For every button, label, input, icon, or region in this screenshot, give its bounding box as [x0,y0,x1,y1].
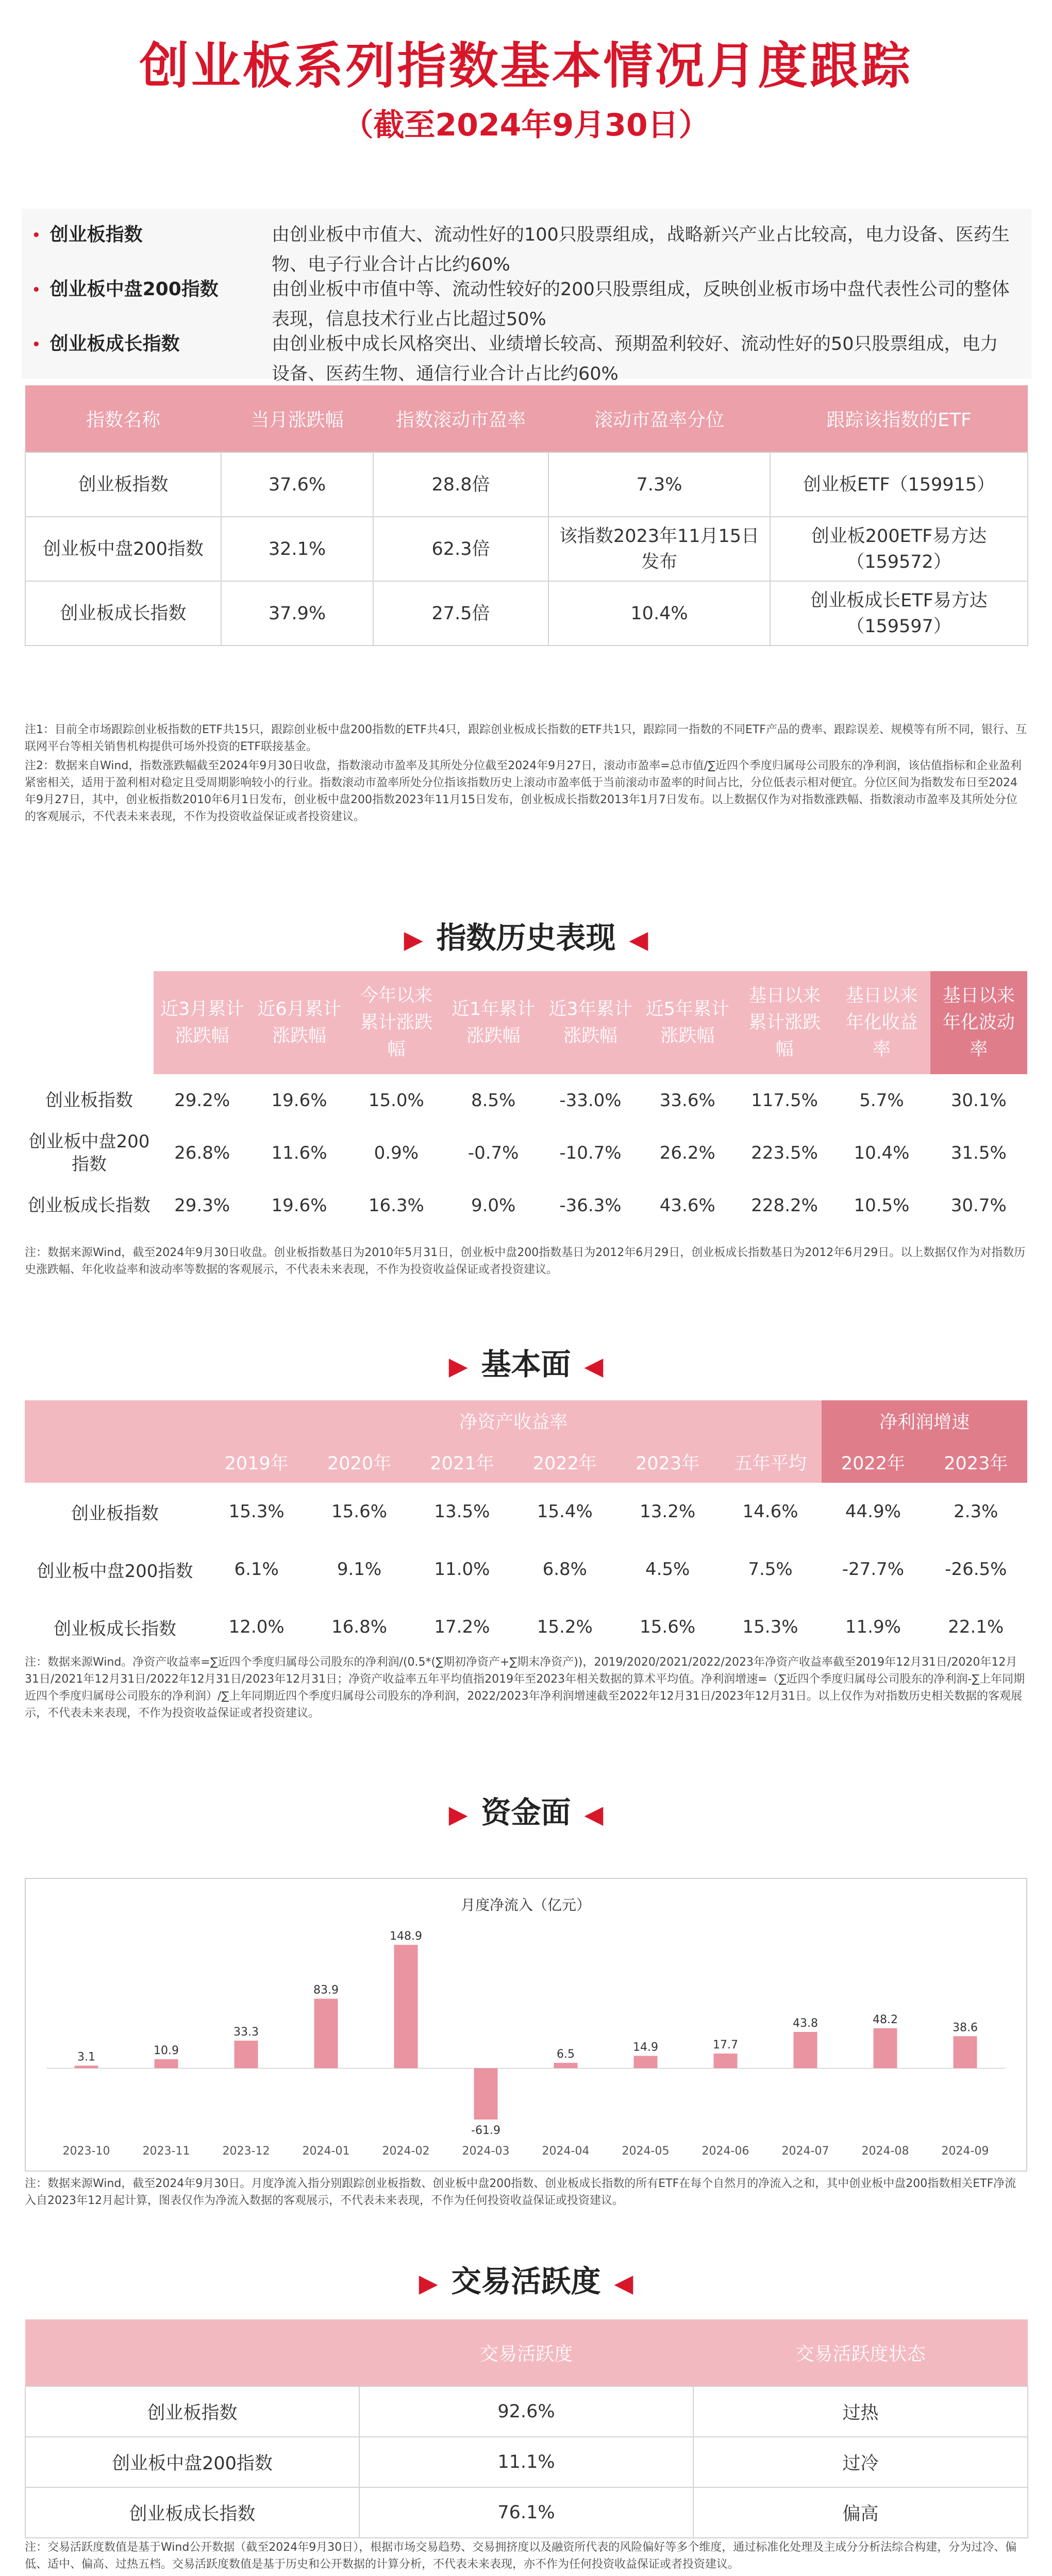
column-header: 2020年 [308,1442,410,1483]
group-header-profit-growth: 净利润增速 [822,1400,1027,1442]
column-header-blank [25,971,154,1074]
data-label: 10.9 [154,2044,179,2057]
index-name-cell: 创业板成长指数 [54,1618,176,1639]
activity-value-cell: 76.1% [359,2487,693,2538]
value-cell: 11.6% [271,1143,327,1163]
bar-2024-08 [874,2028,897,2069]
footnote: 注：数据来源Wind。净资产收益率=∑近四个季度归属母公司股东的净利润/(0.5*(∑期初净资产+∑期末净资产))，2019/2020/2021/2022/2023年净资产收益率截至2019年12月31日/2020年12月31日/2021年12月31日/2022年12月31日/2023年12月31日；净资产收益率五年平均值指2019年至2023年相关数据的算术平均值。净利润增速=（∑近四个季度归属母公司股东的净利润-∑上年同期近四个季度归属母公司股东的净利润）/∑上年同期近四个季度归属母公司股东的净利润，2022/2023年净利润增速截至2022年12月31日/2023年12月31日。以上仅作为对指数历史相关数据的客观展示，不代表未来表现，不作为投资收益保证或者投资建议。 [25,1656,1025,1720]
value-cell: 22.1% [948,1617,1004,1637]
triangle-right-icon: ▶ [419,2269,438,2298]
index-description: 由创业板中成长风格突出、业绩增长较高、预期盈利较好、流动性好的50只股票组成，电力设备、医药生物、通信行业合计占比约60% [272,334,998,384]
index-name-cell: 创业板中盘200指数 [37,1561,193,1582]
value-cell: 14.6% [742,1501,798,1522]
column-header: 交易活跃度状态 [693,2319,1028,2386]
data-label: 38.6 [953,2021,978,2035]
column-header: 滚动市盈率分位 [548,385,770,452]
section-title: ▶ 资金面 ◀ [448,1795,604,1830]
value-cell: 15.3% [228,1501,285,1522]
value-cell: -36.3% [559,1195,622,1216]
activity-table [25,2319,1028,2538]
footnote: 注：数据来源Wind，截至2024年9月30日。月度净流入指分别跟踪创业板指数、创业板中盘200指数、创业板成长指数的所有ETF在每个自然月的净流入之和，其中创业板中盘200指数相关ETF净流入自2023年12月起计算，图表仅作为净流入数据的客观展示，不代表未来表现，不作为任何投资收益保证或投资建议。 [25,2177,1016,2207]
history-table [25,971,1027,1232]
bar-2024-09 [954,2036,977,2068]
value-cell: 0.9% [374,1143,419,1163]
value-cell: -27.7% [842,1559,905,1580]
footnote: 注1：目前全市场跟踪创业板指数的ETF共15只，跟踪创业板中盘200指数的ETF共4只，跟踪创业板成长指数的ETF共1只，跟踪同一指数的不同ETF产品的费率、跟踪误差、规模等有所不同，银行、互联网平台等相关销售机构提供可场外投资的ETF联接基金。 [25,723,1027,753]
value-cell: 8.5% [471,1090,516,1111]
index-name-cell: 创业板指数 [71,1503,159,1524]
footnote: 注：数据来源Wind，截至2024年9月30日收盘。创业板指数基日为2010年5月31日，创业板中盘200指数基日为2012年6月29日，创业板成长指数基日为2012年6月29日。以上数据仅作为对指数历史涨跌幅、年化收益率和波动率等数据的客观展示，不代表未来表现，不作为投资收益保证或者投资建议。 [25,1246,1026,1276]
value-cell: 15.0% [368,1090,424,1111]
index-name-cell: 创业板指数 [45,1090,133,1111]
triangle-left-icon: ◀ [584,1352,604,1381]
index-name: • 创业板中盘200指数 [32,279,219,300]
data-label: 3.1 [77,2050,95,2064]
value-cell: 9.0% [471,1195,516,1216]
index-description: 由创业板中市值中等、流动性较好的200只股票组成，反映创业板市场中盘代表性公司的整体表现，信息技术行业占比超过50% [272,279,1010,330]
x-tick-label: 2023-10 [62,2145,110,2158]
x-tick-label: 2024-06 [702,2145,749,2158]
column-header: 指数滚动市盈率 [373,385,548,452]
bar-2024-03 [474,2068,498,2120]
table-header-row [25,2319,1028,2386]
table-row [25,2437,1028,2487]
column-header-blank [25,1400,205,1442]
value-cell: 15.3% [742,1617,798,1637]
pe-cell: 62.3倍 [373,517,548,581]
column-header: 基日以来年化波动率 [930,971,1027,1074]
activity-status-cell: 过冷 [693,2437,1028,2487]
value-cell: -10.7% [559,1143,622,1163]
activity-value-cell: 11.1% [359,2437,693,2487]
index-name-cell: 创业板中盘200指数 [25,517,221,581]
value-cell: 19.6% [271,1090,327,1111]
column-header: 近3年累计涨跌幅 [542,971,639,1074]
value-cell: 7.5% [748,1559,793,1580]
table-row [25,1598,1027,1656]
value-cell: 30.1% [950,1090,1007,1111]
column-header-blank [25,2319,359,2386]
value-cell: 11.9% [845,1617,901,1637]
table-header-row [25,385,1028,452]
value-cell: 223.5% [751,1143,818,1163]
overview-table [25,385,1028,646]
activity-value-cell: 92.6% [359,2386,693,2437]
data-label: 17.7 [713,2038,738,2052]
value-cell: 10.5% [854,1195,910,1216]
etf-cell: 创业板成长ETF易方达（159597） [770,581,1028,646]
page-subtitle: （截至2024年9月30日） [342,107,710,143]
x-tick-label: 2024-04 [542,2145,590,2158]
activity-status-cell: 偏高 [693,2487,1028,2538]
index-name-cell: 创业板成长指数 [25,581,221,646]
column-header: 五年平均 [719,1442,822,1483]
x-tick-label: 2023-11 [142,2145,190,2158]
section-title: ▶ 指数历史表现 ◀ [404,920,648,955]
value-cell: -0.7% [467,1143,519,1163]
value-cell: 43.6% [659,1195,715,1216]
pe-percentile-cell: 10.4% [548,581,770,646]
table-row [25,452,1028,517]
data-label: 83.9 [313,1984,339,1997]
table-row [25,1540,1027,1598]
table-row [25,1127,1027,1179]
value-cell: -26.5% [945,1559,1007,1580]
value-cell: 2.3% [954,1501,998,1522]
value-cell: 29.2% [174,1090,230,1111]
value-cell: -33.0% [559,1090,622,1111]
value-cell: 26.8% [174,1143,230,1163]
column-header: 2023年 [616,1442,719,1483]
table-row [25,2386,1028,2437]
table-row [25,1483,1027,1540]
bar-2023-12 [235,2041,258,2069]
column-header: 交易活跃度 [359,2319,693,2386]
column-header: 基日以来年化收益率 [833,971,930,1074]
value-cell: 33.6% [659,1090,715,1111]
x-tick-label: 2024-08 [861,2145,909,2158]
triangle-right-icon: ▶ [404,925,423,954]
x-tick-label: 2024-01 [302,2145,350,2158]
value-cell: 15.2% [537,1617,593,1637]
value-cell: 11.0% [434,1559,490,1580]
page-title: 创业板系列指数基本情况月度跟踪 [139,37,913,95]
value-cell: 26.2% [659,1143,715,1163]
bar-2023-10 [75,2065,98,2068]
fundamentals-table [25,1400,1027,1656]
data-label: 14.9 [633,2041,658,2054]
x-tick-label: 2023-12 [222,2145,270,2158]
triangle-left-icon: ◀ [614,2269,633,2298]
value-cell: 13.2% [640,1501,696,1522]
table-header-row [25,1442,1027,1483]
value-cell: 13.5% [434,1501,490,1522]
x-tick-label: 2024-09 [941,2145,989,2158]
value-cell: 15.4% [537,1501,593,1522]
triangle-right-icon: ▶ [448,1800,468,1829]
column-header: 近3月累计涨跌幅 [154,971,251,1074]
value-cell: 31.5% [950,1143,1007,1163]
index-name-cell: 创业板成长指数 [25,2487,359,2538]
bar-2024-04 [554,2063,578,2068]
index-name-cell: 创业板指数 [25,2386,359,2437]
footnote: 注2：数据来自Wind，指数涨跌幅截至2024年9月30日收盘，指数滚动市盈率及其所处分位截至2024年9月27日，滚动市盈率=总市值/∑近四个季度归属母公司股东的净利润，该估值指标和企业盈利紧密相关，适用于盈利相对稳定且受周期影响较小的行业。指数滚动市盈率所处分位指该指数历史上滚动市盈率低于当前滚动市盈率的时间占比，分位低表示相对便宜。分位区间为指数发布日至2024年9月27日，其中，创业板指数2010年6月1日发布，创业板中盘200指数2023年11月15日发布，创业板成长指数2013年1月7日发布。以上数据仅作为对指数涨跌幅、指数滚动市盈率及其所处分位的客观展示，不代表未来表现，不作为投资收益保证或者投资建议。 [25,759,1022,823]
monthly-change-cell: 37.9% [221,581,373,646]
pe-cell: 27.5倍 [373,581,548,646]
bullet-icon: • [32,228,41,243]
table-header-row [25,1400,1027,1442]
bar-2024-02 [394,1945,418,2069]
section-title: ▶ 交易活跃度 ◀ [419,2264,633,2299]
activity-status-cell: 过热 [693,2386,1028,2437]
column-header: 2022年 [822,1442,924,1483]
data-label: 43.8 [793,2016,818,2030]
table-row [25,517,1028,581]
monthly-change-cell: 37.6% [221,452,373,517]
pe-cell: 28.8倍 [373,452,548,517]
footnote: 注：交易活跃度数值是基于Wind公开数据（截至2024年9月30日），根据市场交易趋势、交易拥挤度以及融资所代表的风险偏好等多个维度，通过标准化处理及主成分分析法综合构建，分为过冷、偏低、适中、偏高、过热五档。交易活跃度数值是基于历史和公开数据的计算分析，不代表未来表现，亦不作为任何投资收益保证或者投资建议。 [25,2541,1017,2571]
data-label: -61.9 [471,2124,500,2137]
chart-title: 月度净流入（亿元） [460,1896,591,1913]
value-cell: 44.9% [845,1501,901,1522]
net-inflow-bar-chart [26,1879,1026,2171]
value-cell: 29.3% [174,1195,230,1216]
index-name-cell: 创业板中盘200指数 [25,2437,359,2487]
triangle-left-icon: ◀ [629,925,648,954]
value-cell: 30.7% [950,1195,1007,1216]
column-header: 当月涨跌幅 [221,385,373,452]
value-cell: 16.3% [368,1195,424,1216]
data-label: 148.9 [390,1929,422,1943]
column-header: 指数名称 [25,385,221,452]
x-tick-label: 2024-02 [382,2145,430,2158]
column-header: 2019年 [205,1442,308,1483]
pe-percentile-cell: 该指数2023年11月15日发布 [548,517,770,581]
etf-cell: 创业板ETF（159915） [770,452,1028,517]
value-cell: 5.7% [859,1090,904,1111]
bar-2024-07 [794,2032,817,2068]
etf-cell: 创业板200ETF易方达（159572） [770,517,1028,581]
monthly-change-cell: 32.1% [221,517,373,581]
group-header-roe: 净资产收益率 [205,1400,822,1442]
table-row [25,2487,1028,2538]
index-description-box [22,209,1031,384]
column-header: 基日以来累计涨跌幅 [736,971,833,1074]
data-label: 33.3 [233,2025,259,2039]
column-header: 2022年 [513,1442,616,1483]
index-name-cell: 创业板成长指数 [28,1195,151,1216]
data-label: 6.5 [557,2047,575,2061]
index-name-cell: 创业板中盘200指数 [28,1131,150,1175]
table-row [25,1074,1027,1127]
bar-2024-01 [314,1998,338,2068]
value-cell: 12.0% [228,1617,285,1637]
value-cell: 10.4% [854,1143,910,1163]
value-cell: 6.1% [234,1559,279,1580]
value-cell: 117.5% [751,1090,818,1111]
column-header: 跟踪该指数的ETF [770,385,1028,452]
bar-2024-05 [634,2056,658,2068]
value-cell: 4.5% [645,1559,690,1580]
bar-2023-11 [155,2059,178,2069]
bar-2024-06 [714,2054,738,2068]
column-header-blank [25,1442,205,1483]
value-cell: 19.6% [271,1195,327,1216]
index-description: 由创业板中市值大、流动性好的100只股票组成，战略新兴产业占比较高，电力设备、医药生物、电子行业合计占比约60% [272,225,1010,275]
column-header: 2023年 [925,1442,1027,1483]
value-cell: 16.8% [331,1617,388,1637]
section-title: ▶ 基本面 ◀ [448,1347,604,1382]
value-cell: 15.6% [331,1501,388,1522]
x-tick-label: 2024-05 [622,2145,670,2158]
x-tick-label: 2024-03 [462,2145,510,2158]
bullet-icon: • [32,282,41,298]
column-header: 今年以来累计涨跌幅 [348,971,445,1074]
triangle-right-icon: ▶ [448,1352,468,1381]
column-header: 近1年累计涨跌幅 [445,971,542,1074]
value-cell: 15.6% [640,1617,696,1637]
net-inflow-chart-box [25,1878,1027,2172]
data-label: 48.2 [873,2013,898,2026]
value-cell: 6.8% [542,1559,587,1580]
value-cell: 9.1% [337,1559,382,1580]
value-cell: 228.2% [751,1195,818,1216]
column-header: 近6月累计涨跌幅 [251,971,347,1074]
bullet-icon: • [32,337,41,352]
column-header: 2021年 [411,1442,513,1483]
x-tick-label: 2024-07 [781,2145,829,2158]
table-row [25,581,1028,646]
table-row [25,1179,1027,1232]
table-header-row [25,971,1027,1074]
value-cell: 17.2% [434,1617,490,1637]
column-header: 近5年累计涨跌幅 [639,971,736,1074]
triangle-left-icon: ◀ [584,1800,604,1829]
pe-percentile-cell: 7.3% [548,452,770,517]
index-name: • 创业板指数 [32,224,143,245]
index-name-cell: 创业板指数 [25,452,221,517]
index-name: • 创业板成长指数 [32,333,180,354]
